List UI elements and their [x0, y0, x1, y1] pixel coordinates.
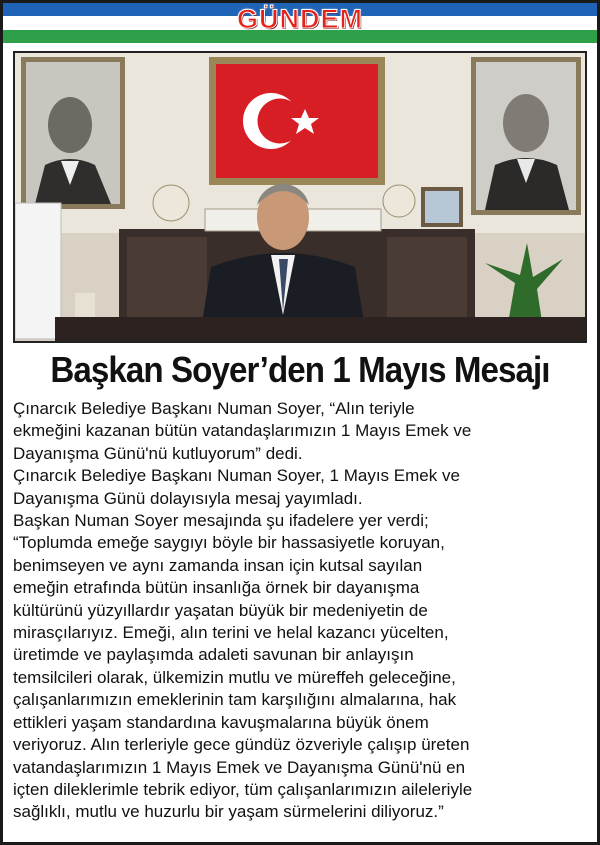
body-line: veriyoruz. Alın terleriyle gece gündüz özveriyle çalışıp üreten	[13, 735, 470, 755]
body-line: kültürünü yüzyıllardır yaşatan büyük bir medeniyetin de	[13, 600, 428, 620]
body-line: ekmeğini kazanan bütün vatandaşlarımızın 1 Mayıs Emek ve	[13, 421, 472, 441]
portrait-right	[471, 57, 581, 215]
body-line: Çınarcık Belediye Başkanı Numan Soyer, “Alın teriyle	[13, 399, 415, 418]
body-line: benimseyen ve aynı zamanda insan için kutsal sayılan	[13, 555, 423, 575]
portrait-left	[21, 57, 125, 209]
body-line: üretimde ve paylaşımda adaleti savunan bir anlayışın	[13, 645, 414, 665]
body-line: vatandaşlarımızın 1 Mayıs Emek ve Dayanışma Günü'nü en	[13, 757, 466, 777]
body-line: Dayanışma Günü dolayısıyla mesaj yayımladı.	[13, 488, 363, 508]
news-photo	[13, 51, 587, 343]
section-title: GÜNDEM	[237, 4, 363, 34]
section-header	[3, 3, 597, 43]
body-line: Çınarcık Belediye Başkanı Numan Soyer, 1 Mayıs Emek ve	[13, 466, 460, 486]
flag-painting	[209, 57, 385, 185]
body-line: “Toplumda emeğe saygıyı böyle bir hassasiyetle koruyan,	[13, 533, 445, 553]
body-line: mirasçılarıyız. Emeği, alın terini ve helal kazancı yücelten,	[13, 623, 449, 643]
headline: Başkan Soyer’den 1 Mayıs Mesajı	[50, 349, 550, 390]
body-line: içten dileklerimle tebrik ediyor, tüm çalışanlarımızın aileleriyle	[13, 779, 473, 799]
article-body	[13, 398, 591, 824]
body-line: emeğin etrafında bütün insanlığa örnek bir dayanışma	[13, 578, 420, 598]
body-line: Dayanışma Günü'nü kutluyorum” dedi.	[13, 443, 303, 463]
body-line: Başkan Numan Soyer mesajında şu ifadelere yer verdi;	[13, 511, 429, 531]
body-line: temsilcileri olarak, ülkemizin mutlu ve müreffeh geleceğine,	[13, 667, 456, 687]
body-line: çalışanlarımızın emeklerinin tam karşılığını almalarına, hak	[13, 690, 457, 710]
body-line: ettikleri yaşam standardına kavuşmalarına büyük önem	[13, 712, 429, 732]
body-line: sağlıklı, mutlu ve huzurlu bir yaşam sürmelerini diliyoruz.”	[13, 802, 444, 822]
